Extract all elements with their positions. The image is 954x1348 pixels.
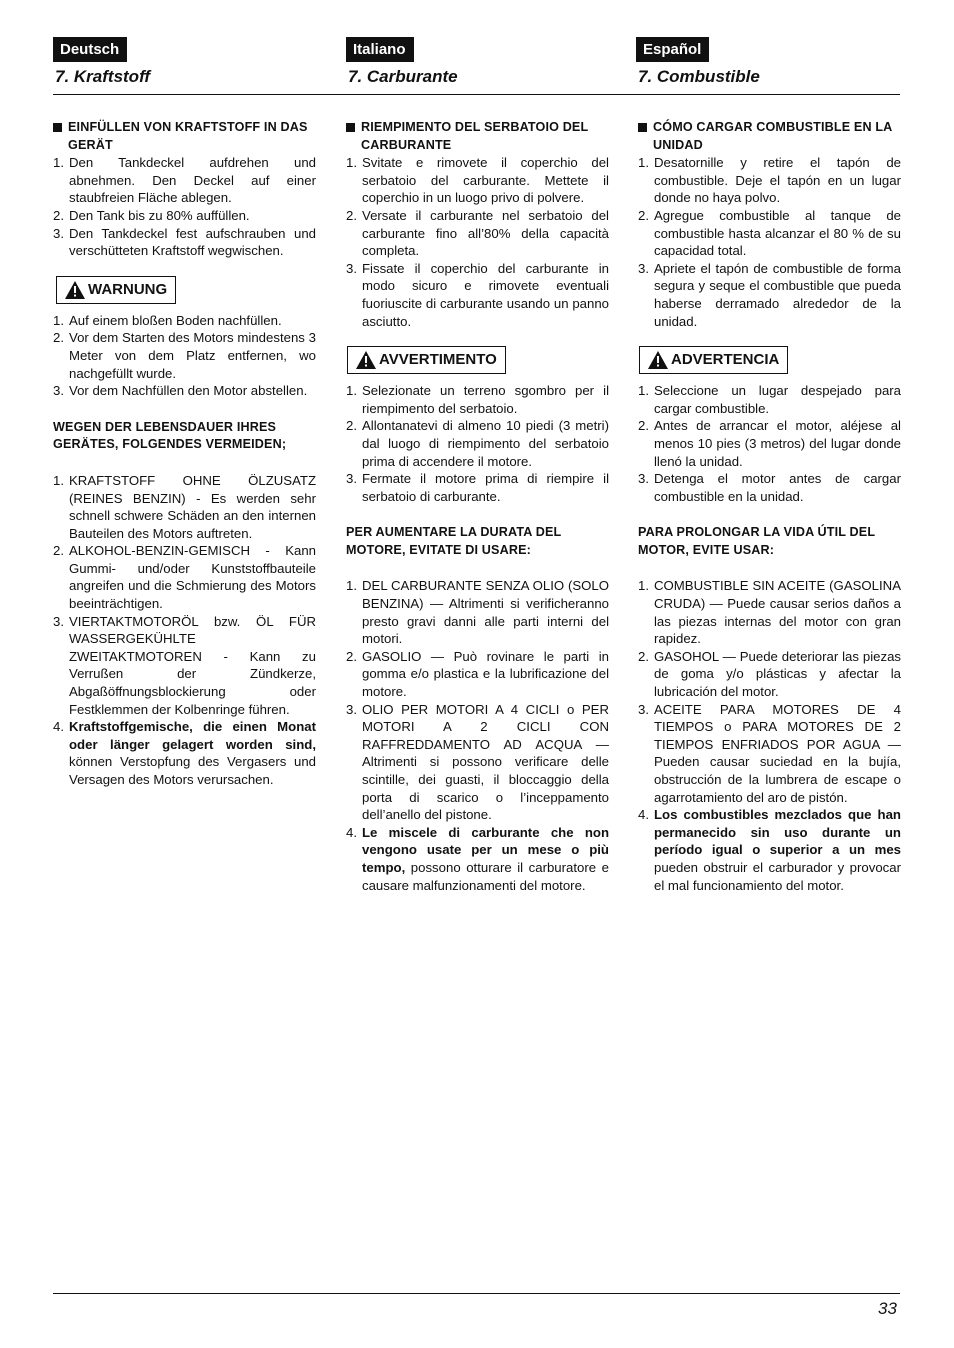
header-rule (53, 94, 900, 95)
fill-steps-list (638, 154, 901, 330)
section-title-italiano: 7. Carburante (348, 67, 458, 86)
list-item: 4. Le miscele di carburante che non vengono usate per un mese o più tempo, possono otturare il carburatore e causare malfunzionamenti del motore. (346, 824, 609, 893)
list-item: 3. Fermate il motore prima di riempire il serbatoio di carburante. (346, 471, 609, 504)
bullet-square-icon (53, 123, 62, 132)
list-item: 2. Versate il carburante nel serbatoio del carburante fino all’80% della capacità completa. (346, 207, 609, 259)
fill-heading: CÓMO CARGAR COMBUSTIBLE EN LA UNIDAD (638, 119, 901, 154)
list-item: 2. Den Tank bis zu 80% auffüllen. (53, 207, 250, 223)
list-item: 3. Den Tankdeckel fest aufschrauben und verschütteten Kraftstoff wegwischen. (53, 225, 316, 259)
fill-heading: RIEMPIMENTO DEL SERBATOIO DEL CARBURANTE (346, 119, 609, 154)
list-item: 3. Detenga el motor antes de cargar combustible en la unidad. (638, 471, 901, 504)
list-item: 1. Auf einem bloßen Boden nachfüllen. (53, 312, 282, 328)
list-item: 3. ACEITE PARA MOTORES DE 4 TIEMPOS o PARA MOTORES DE 2 TIEMPOS ENFRIADOS POR AGUA — Pueden causar suciedad en la bujía, obstrucción de la lumbrera de escape o agarrotamiento del aro de pistón. (638, 701, 901, 805)
avoid-heading: WEGEN DER LEBENSDAUER IHRES GERÄTES, FOLGENDES VERMEIDEN; (53, 419, 287, 452)
list-item: 2. Allontanatevi di almeno 10 piedi (3 metri) dal luogo di riempimento del serbatoio prima di accendere il motore. (346, 418, 609, 469)
language-tab-deutsch: Deutsch (53, 37, 127, 62)
column-italiano (346, 119, 609, 894)
fill-steps-list (53, 154, 316, 260)
warning-box (56, 276, 176, 304)
avoid-items-list (638, 577, 901, 894)
avoid-heading: PER AUMENTARE LA DURATA DEL MOTORE, EVITATE DI USARE: (346, 525, 562, 557)
avoid-items-list (53, 472, 316, 789)
column-espanol (638, 119, 901, 894)
avoid-items-list (346, 577, 609, 894)
column-deutsch (53, 119, 316, 789)
warning-box (347, 346, 506, 374)
list-item: 3. Fissate il coperchio del carburante in modo sicuro e rimovete eventuali fuoriuscite di carburante usando un panno asciutto. (346, 260, 609, 329)
list-item: 1. Selezionate un terreno sgombro per il riempimento del serbatoio. (346, 383, 609, 416)
language-tab-espanol: Español (636, 37, 709, 62)
bullet-square-icon (346, 123, 355, 132)
list-item: 4. Los combustibles mezclados que han permanecido sin uso durante un período igual o superior a un mes pueden obstruir el carburador y provocar el mal funcionamiento del motor. (638, 807, 901, 893)
list-item: 1. COMBUSTIBLE SIN ACEITE (GASOLINA CRUDA) — Puede causar serios daños a las piezas internas del motor con gran rapidez. (638, 578, 901, 647)
warning-box (639, 346, 788, 374)
list-item: 3. Vor dem Nachfüllen den Motor abstellen. (53, 383, 308, 399)
warning-items-list (638, 382, 901, 505)
warning-triangle-icon (65, 281, 85, 299)
fill-heading: EINFÜLLEN VON KRAFTSTOFF IN DAS GERÄT (53, 119, 316, 154)
list-item: 2. Vor dem Starten des Motors mindestens 3 Meter von dem Platz entfernen, wo nachgefüllt wurde. (53, 330, 316, 381)
list-item: 1. Svitate e rimovete il coperchio del serbatoio del carburante. Mettete il coperchio in un luogo privo di polvere. (346, 155, 609, 206)
list-item: 3. VIERTAKTMOTORÖL bzw. ÖL FÜR WASSERGEKÜHLTE ZWEITAKTMOTOREN - Kann zu Verrußen der Zündkerze, Abgaßöffnungsblockierung oder Festklemmen der Kolbenringe führen. (53, 613, 316, 717)
list-item: 1. Desatornille y retire el tapón de combustible. Deje el tapón en un lugar donde no haya polvo. (638, 155, 901, 206)
warning-label: ADVERTENCIA (671, 351, 780, 369)
list-item: 3. Apriete el tapón de combustible de forma segura y seque el combustible que pueda haberse derramado alrededor de la unidad. (638, 260, 901, 329)
section-title-espanol: 7. Combustible (638, 67, 760, 86)
language-tab-italiano: Italiano (346, 37, 414, 62)
warning-triangle-icon (648, 351, 668, 369)
section-title-deutsch: 7. Kraftstoff (55, 67, 151, 86)
bullet-square-icon (638, 123, 647, 132)
footer-rule (53, 1293, 900, 1294)
page-number: 33 (878, 1299, 897, 1318)
list-item: 2. Antes de arrancar el motor, aléjese al menos 10 pies (3 metros) del lugar donde llenó la unidad. (638, 418, 901, 469)
fill-steps-list (346, 154, 609, 330)
warning-items-list (346, 382, 609, 505)
list-item: 1. DEL CARBURANTE SENZA OLIO (SOLO BENZINA) — Altrimenti si verificheranno presto gravi danni alle parti interni del motori. (346, 578, 609, 647)
warning-triangle-icon (356, 351, 376, 369)
list-item: 1. Den Tankdeckel aufdrehen und abnehmen. Den Deckel auf einer staubfreien Fläche ablegen. (53, 155, 316, 206)
list-item: 3. OLIO PER MOTORI A 4 CICLI o PER MOTORI A 2 CICLI CON RAFFREDDAMENTO AD ACQUA — Altrimenti si possono verificare delle scintille, dei guasti, il bloccaggio della porta di scarico o l’inceppamento dell’anello del pistone. (346, 701, 609, 823)
list-item: 1. KRAFTSTOFF OHNE ÖLZUSATZ (REINES BENZIN) - Es werden sehr schnell schwere Schäden an den internen Bauteilen des Motors auftreten. (53, 472, 316, 541)
list-item: 2. ALKOHOL-BENZIN-GEMISCH - Kann Gummi- und/oder Kunststoffbauteile angreifen und die Schmierung des Motors beeinträchtigen. (53, 543, 316, 612)
warning-label: AVVERTIMENTO (379, 351, 497, 369)
list-item: 1. Seleccione un lugar despejado para cargar combustible. (638, 383, 901, 416)
list-item: 4. Kraftstoffgemische, die einen Monat oder länger gelagert worden sind, können Verstopfung des Vergasers und Versagen des Motors verursachen. (53, 719, 316, 787)
avoid-heading: PARA PROLONGAR LA VIDA ÚTIL DEL MOTOR, EVITE USAR: (638, 525, 875, 557)
list-item: 2. Agregue combustible al tanque de combustible hasta alcanzar el 80 % de su capacidad total. (638, 207, 901, 259)
warning-items-list (53, 312, 316, 400)
warning-label: WARNUNG (88, 280, 168, 298)
list-item: 2. GASOLIO — Può rovinare le parti in gomma e/o plastica e la lubrificazione del motore. (346, 648, 609, 700)
list-item: 2. GASOHOL — Puede deteriorar las piezas de goma y/o plásticas y afectar la lubricación del motor. (638, 648, 901, 700)
